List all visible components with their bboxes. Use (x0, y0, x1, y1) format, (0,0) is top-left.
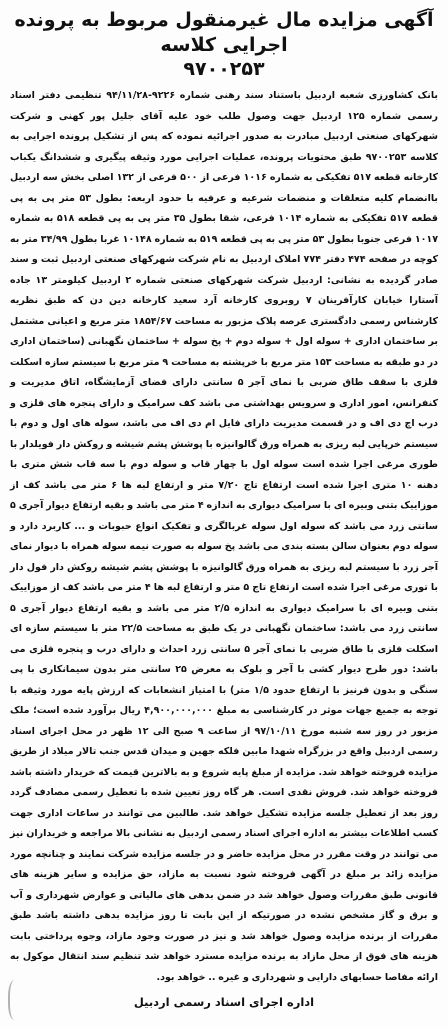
notice-title: آگهی مزایده مال غیرمنقول مربوط به پرونده اجرایی کلاسه (14, 9, 434, 56)
notice-body: بانک کشاورزی شعبه اردبیل باستناد سند رهنی شماره ۹۲۲۶-۹۴/۱۱/۲۸ تنظیمی دفتر اسناد رسمی شماره ۱۲۵ اردبیل جهت وصول طلب خود علیه آقای جلیل پور کهنی و شرکت شهرکهای صنعتی اردبیل مبادرت به صدور اجرائیه نموده که پس از تشکیل پرونده اجرایی به کلاسه ۹۷۰۰۲۵۳ طبق محتویات پرونده، عملیات اجرایی مورد وثیقه پیگیری و ششدانگ یکباب کارخانه قطعه ۵۱۷ تفکیکی به شماره ۱۰۱۶ فرعی از ۵۰۰ فرعی از ۱۳۲ اصلی بخش سه اردبیل باانضمام کلیه متعلقات و منضمات شرعیه و عرفیه با حدود اربعه: بطول ۵۳ متر پی به پی قطعه ۵۱۷ تفکیکی به شماره ۱۰۱۴ فرعی، شقا بطول ۳۵ متر پی به پی قطعه ۵۱۸ به شماره ۱۰۱۷ فرعی جنوبا بطول ۵۳ متر پی به پی قطعه ۵۱۹ به شماره ۱۰۱۴۸ غربا بطول ۳۴/۹۹ متر به کوچه در صفحه ۴۷۴ دفتر ۷۷۴ املاک اردبیل به نام شرکت شهرکهای صنعتی اردبیل ثبت و سند صادر گردیده به نشانی: اردبیل شرکت شهرکهای صنعتی شماره ۲ اردبیل کیلومتر ۱۳ جاده آستارا خیابان کارآفرینان ۷ روبروی کارخانه آرد سعید کارخانه دین دن که طبق نظریه کارشناس رسمی دادگستری عرصه پلاک مزبور به مساحت ۱۸۵۴/۶۷ متر مربع و اعیانی مشتمل بر ساختمان اداری + سوله اول + سوله دوم + پخ سوله + ساختمان نگهبانی (ساختمان اداری در دو طبقه به مساحت ۱۵۳ متر مربع با خرپشته به مساحت ۹ متر مربع با سیستم سازه اسکلت فلزی با سقف طاق ضربی با نمای آجر ۵ سانتی دارای فضای آزمایشگاه، اتاق مدیریت و کنفرانس، امور اداری و سرویس بهداشتی می باشد کف سرامیک و دارای پنجره های فلزی و درب اچ دی اف و در قسمت مدیریت دارای فایل ام دی اف می باشد، سوله های اول و دوم با سیستم خرپایی لبه ریزی به همراه ورق گالوانیزه با پوشش پشم شیشه و روکش دار فویلدار با طوری مرغی اجرا شده است سوله اول با چهار قاب و سوله دوم با سه قاب شش متری با دهنه ۱۰ متری اجرا شده است ارتفاع تاج ۷/۲۰ متر و ارتفاع لبه ها ۶ متر می باشد کف از موزاییک بتنی وبیره ای با سرامیک دیواری به اندازه ۴ متر می باشد و بقیه ارتفاع دیوار آجری ۵ سانتی زرد می باشد که سوله اول سوله غربالگری و تفکیک انواع حبوبات و ... کاربرد دارد و سوله دوم بعنوان سالن بسته بندی می باشد پخ سوله به صورت نیمه سوله همراه با دیوار نمای آجر زرد با سیستم لبه ریزی به همراه ورق گالوانیزه با پوشش پشم شیشه روکش دار فول دار با توری مرغی اجرا شده است ارتفاع تاج ۵ متر و ارتفاع لبه ها ۴ متر می باشد کف از موزاییک بتنی وبیره ای با سرامیک دیواری به اندازه ۲/۵ متر می باشد و بقیه ارتفاع دیوار آجری ۵ سانتی زرد می باشد: ساختمان نگهبانی در یک طبق به مساحت ۲۲/۵ متر با سیستم سازه ای اسکلت فلزی با طاق ضربی با نمای آجر ۵ سانتی زرد احداث و دارای درب و پنجره فلزی می باشد: دور طرح دیوار کشی با آجر و بلوک به معرض ۲۵ سانتی متر بدون سیمانکاری با پی سنگی و بدون فرنیز با ارتفاع حدود ۱/۵ متر) با امتیاز انشعابات که ارزش پایه مورد وثیقه با توجه به جمیع جهات موثر در کارشناسی به مبلغ ۴,۹۰۰,۰۰۰,۰۰۰ ریال برآورد شده است؛ ملک مزبور در روز سه شنبه مورخ ۹۷/۱۰/۱۱ از ساعت ۹ صبح الی ۱۲ ظهر در محل اجرای اسناد رسمی اردبیل واقع در بزرگراه شهدا مابین فلکه جهین و میدان قدس جنب تالار میلاد از طریق مزایده فروخته خواهد شد. مزایده از مبلغ پایه شروع و به بالاترین قیمت که خریدار داشته باشد فروخته خواهد شد. فروش نقدی است. هر گاه روز تعیین شده با تعطیل رسمی مصادف گردد روز بعد از تعطیل جلسه مزایده تشکیل خواهد شد. طالبین می توانند در ساعات اداری جهت کسب اطلاعات بیشتر به اداره اجرای اسناد رسمی اردبیل به نشانی بالا مراجعه و خریداران نیز می توانند در وقت مقرر در محل مزایده حاضر و در جلسه مزایده شرکت نمایند و چنانچه مورد مزایده زائد بر مبلغ در آگهی فروخته شود نسبت به مازاد، حق مزایده و سایر هزینه های قانونی طبق مقررات وصول خواهد شد در ضمن بدهی های مالیاتی و عوارض شهرداری و آب و برق و گاز مشخص نشده در صورتیکه از این بابت تا روز مزایده بدهی داشته باشد طبق مقررات از برنده مزایده وصول خواهد شد و نیز در صورت وجود مازاد، وجوه پرداختی بابت هزینه های فوق از محل مازاد به برنده مزایده مسترد خواهد شد تنظیم سند انتقال موکول به ارائه مفاصا حسابهای دارایی و شهرداری و غیره .. خواهد بود. (10, 90, 439, 983)
signature: اداره اجرای اسناد رسمی اردبیل (133, 995, 315, 1009)
stamp-mark-icon (8, 980, 24, 1020)
case-number: ۹۷۰۰۲۵۳ (183, 58, 265, 80)
